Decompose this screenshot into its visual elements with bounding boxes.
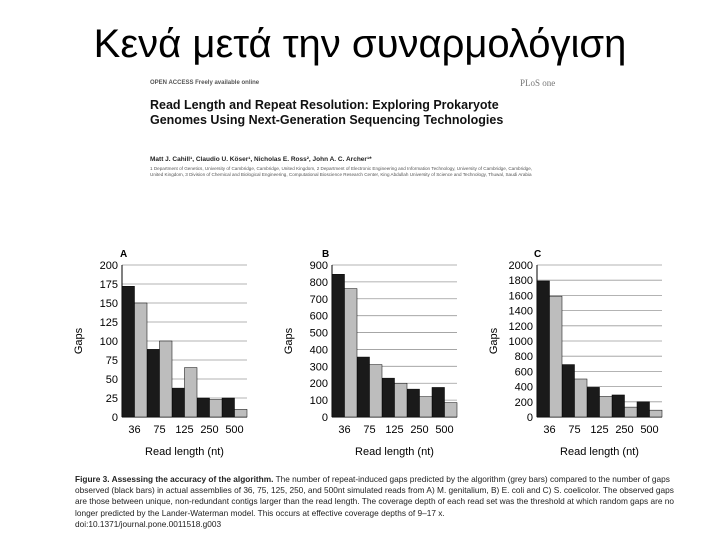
observed-bar (197, 398, 210, 417)
caption-doi: doi:10.1371/journal.pone.0011518.g003 (75, 518, 222, 529)
predicted-bar (395, 383, 408, 417)
observed-bar (382, 378, 395, 417)
x-tick-label: 75 (568, 424, 581, 436)
x-tick-label: 500 (435, 424, 454, 436)
y-axis-title: Gaps (73, 327, 85, 355)
predicted-bar (600, 396, 613, 417)
y-axis-title: Gaps (283, 327, 295, 355)
y-tick-label: 100 (309, 395, 328, 408)
predicted-bar (420, 397, 433, 417)
y-tick-label: 900 (309, 260, 328, 272)
y-tick-label: 400 (309, 344, 328, 357)
observed-bar (587, 387, 600, 417)
caption-body: The number of repeat-induced gaps predicted by the algorithm (grey bars) compared to the number of gaps observed (black bars) in actual assemblies of 36, 75, 125, 250, and 500nt simulated reads from A) M. genitalium, B) E. coli and C) S. coelicolor. The observed gaps are those between unique, non-redundant contigs larger than the read length. The coverage depth of each read set was the threshold at which random gaps are no longer predicted by the Lander-Waterman model. This occurs at effective coverage depths of 9–17 x. (75, 474, 675, 518)
observed-bar (637, 402, 650, 417)
y-tick-label: 175 (99, 279, 118, 291)
x-tick-label: 36 (128, 424, 141, 436)
x-tick-label: 250 (200, 424, 219, 436)
observed-bar (122, 286, 135, 417)
y-tick-label: 600 (514, 366, 533, 379)
x-tick-label: 75 (153, 424, 166, 436)
observed-bar (562, 365, 575, 417)
x-tick-label: 125 (385, 424, 404, 436)
x-tick-label: 36 (338, 424, 351, 436)
paper-affiliations: 1 Department of Genetics, University of Cambridge, Cambridge, United Kingdom, 2 Department of Electronic Engineering and Information Technology, University of Cambridge, Cambridge, United Kingdom, 3 Division of Chemical and Biological Engineering, Computational Bioscience Research Center, King Abdullah University of Science and Technology, Thuwal, Saudi Arabia (150, 166, 533, 177)
observed-bar (537, 281, 550, 417)
journal-logo: PLoS one (520, 78, 556, 88)
y-tick-label: 0 (321, 412, 328, 424)
observed-bar (432, 387, 445, 417)
x-tick-label: 250 (410, 424, 429, 436)
y-tick-label: 700 (309, 293, 328, 306)
predicted-bar (650, 410, 663, 417)
y-tick-label: 1400 (508, 305, 533, 318)
predicted-bar (345, 289, 358, 417)
figure-caption (75, 474, 675, 530)
paper-header (150, 78, 556, 198)
y-tick-label: 100 (99, 336, 118, 348)
x-tick-label: 125 (590, 424, 609, 436)
observed-bar (332, 274, 345, 417)
observed-bar (407, 389, 420, 417)
paper-title: Read Length and Repeat Resolution: Exploring Prokaryote Genomes Using Next-Generation Sequencing Technologies (150, 98, 504, 127)
y-tick-label: 125 (99, 317, 118, 329)
predicted-bar (185, 368, 198, 417)
y-tick-label: 500 (309, 327, 328, 340)
figure-3 (62, 245, 676, 465)
predicted-bar (575, 379, 588, 417)
y-tick-label: 200 (309, 378, 328, 391)
predicted-bar (135, 303, 148, 417)
open-access-label: OPEN ACCESS Freely available online (150, 80, 260, 86)
y-axis-title: Gaps (488, 327, 500, 355)
y-tick-label: 150 (99, 298, 118, 310)
y-tick-label: 1200 (508, 320, 533, 333)
y-tick-label: 0 (526, 412, 533, 424)
x-tick-label: 250 (615, 424, 634, 436)
panel-label: B (322, 249, 330, 260)
y-tick-label: 400 (514, 381, 533, 394)
panel-label: C (534, 249, 542, 260)
y-tick-label: 0 (111, 412, 118, 424)
predicted-bar (370, 365, 383, 417)
y-tick-label: 200 (99, 260, 118, 272)
y-tick-label: 75 (105, 355, 118, 367)
y-tick-label: 50 (105, 374, 118, 386)
y-tick-label: 1600 (508, 290, 533, 303)
y-tick-label: 1800 (508, 275, 533, 288)
predicted-bar (210, 400, 223, 417)
y-tick-label: 2000 (508, 260, 533, 272)
x-tick-label: 500 (225, 424, 244, 436)
y-tick-label: 600 (309, 310, 328, 323)
observed-bar (357, 357, 370, 417)
predicted-bar (160, 341, 173, 417)
observed-bar (172, 388, 185, 417)
observed-bar (222, 398, 235, 417)
x-axis-title: Read length (nt) (145, 446, 224, 458)
x-tick-label: 125 (175, 424, 194, 436)
observed-bar (612, 395, 625, 417)
observed-bar (147, 349, 160, 417)
y-tick-label: 800 (514, 351, 533, 364)
x-tick-label: 75 (363, 424, 376, 436)
y-tick-label: 25 (105, 393, 118, 405)
predicted-bar (550, 296, 563, 417)
y-tick-label: 300 (309, 361, 328, 374)
paper-authors: Matt J. Cahill¹, Claudio U. Köser¹, Nicholas E. Ross², John A. C. Archer¹* (150, 156, 372, 163)
predicted-bar (235, 409, 248, 417)
slide-title: Κενά μετά την συναρμολόγιση (93, 22, 627, 66)
x-axis-title: Read length (nt) (355, 446, 434, 458)
y-tick-label: 800 (309, 276, 328, 289)
predicted-bar (625, 407, 638, 417)
x-axis-title: Read length (nt) (560, 446, 639, 458)
panel-label: A (120, 249, 128, 260)
caption-heading: Figure 3. Assessing the accuracy of the algorithm. (75, 474, 274, 484)
predicted-bar (445, 403, 458, 417)
x-tick-label: 36 (543, 424, 556, 436)
y-tick-label: 200 (514, 396, 533, 409)
y-tick-label: 1000 (508, 336, 533, 348)
x-tick-label: 500 (640, 424, 659, 436)
bar-charts (62, 245, 676, 465)
